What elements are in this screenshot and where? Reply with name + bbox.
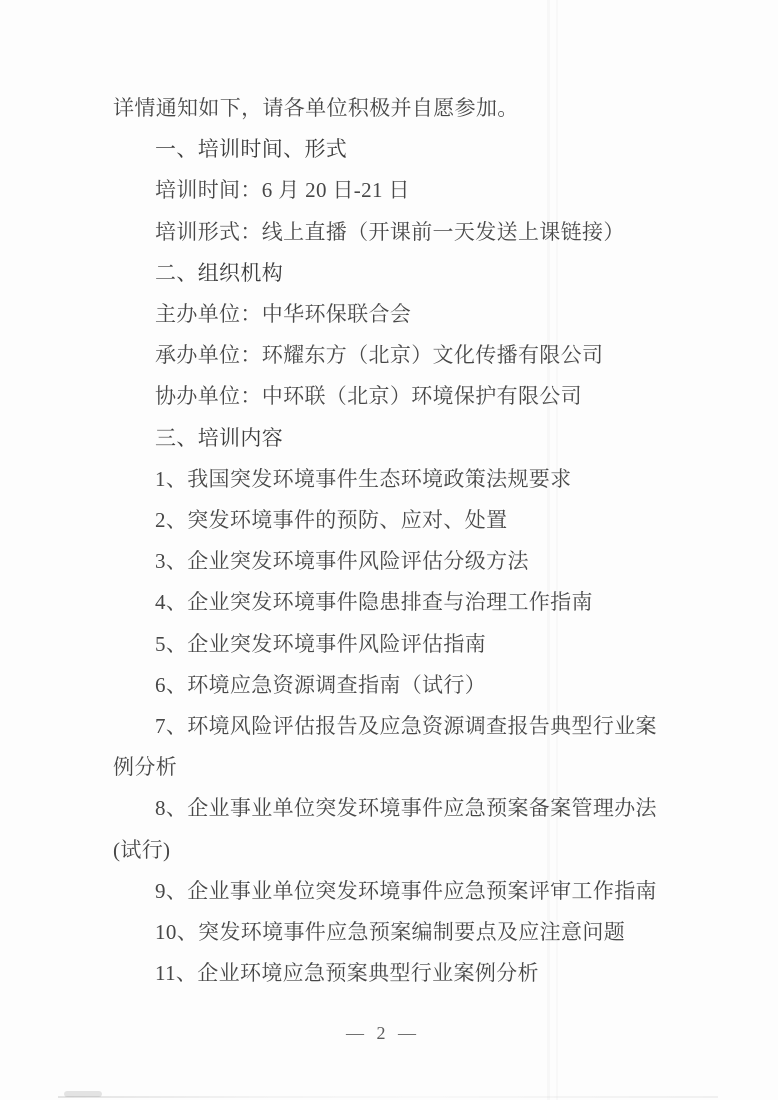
content-item-6: 6、环境应急资源调查指南（试行） [155,672,487,697]
intro-paragraph: 详情通知如下，请各单位积极并自愿参加。 [113,96,519,120]
content-item-10: 10、突发环境事件应急预案编制要点及应注意问题 [155,920,626,945]
host-unit-line: 主办单位：中华环保联合会 [155,302,412,327]
training-format-line: 培训形式：线上直播（开课前一天发送上课链接） [155,219,625,244]
scan-artifact-blob [64,1091,102,1097]
content-item-2: 2、突发环境事件的预防、应对、处置 [155,508,508,533]
page-number: — 2 — [346,1023,420,1043]
content-item-4: 4、企业突发环境事件隐患排查与治理工作指南 [155,590,593,615]
training-time-line: 培训时间：6 月 20 日-21 日 [155,178,410,203]
content-item-11: 11、企业环境应急预案典型行业案例分析 [155,961,539,986]
document-body [113,88,675,994]
content-item-1: 1、我国突发环境事件生态环境政策法规要求 [155,466,572,491]
organizer-unit-line: 承办单位：环耀东方（北京）文化传播有限公司 [155,343,604,368]
co-organizer-unit-line: 协办单位：中环联（北京）环境保护有限公司 [155,384,582,409]
content-item-7: 7、环境风险评估报告及应急资源调查报告典型行业案例分析 [113,714,657,780]
content-item-9: 9、企业事业单位突发环境事件应急预案评审工作指南 [155,878,657,903]
scan-artifact-bottom-streak [58,1096,718,1098]
content-item-5: 5、企业突发环境事件风险评估指南 [155,631,487,656]
section-2-heading: 二、组织机构 [155,260,284,285]
scan-artifact-vertical-line-2 [556,0,558,1100]
content-item-3: 3、企业突发环境事件风险评估分级方法 [155,549,529,574]
section-3-heading: 三、培训内容 [155,425,284,450]
scan-artifact-vertical-line [547,0,550,1100]
section-1-heading: 一、培训时间、形式 [155,137,348,162]
content-item-8: 8、企业事业单位突发环境事件应急预案备案管理办法(试行) [113,796,657,862]
